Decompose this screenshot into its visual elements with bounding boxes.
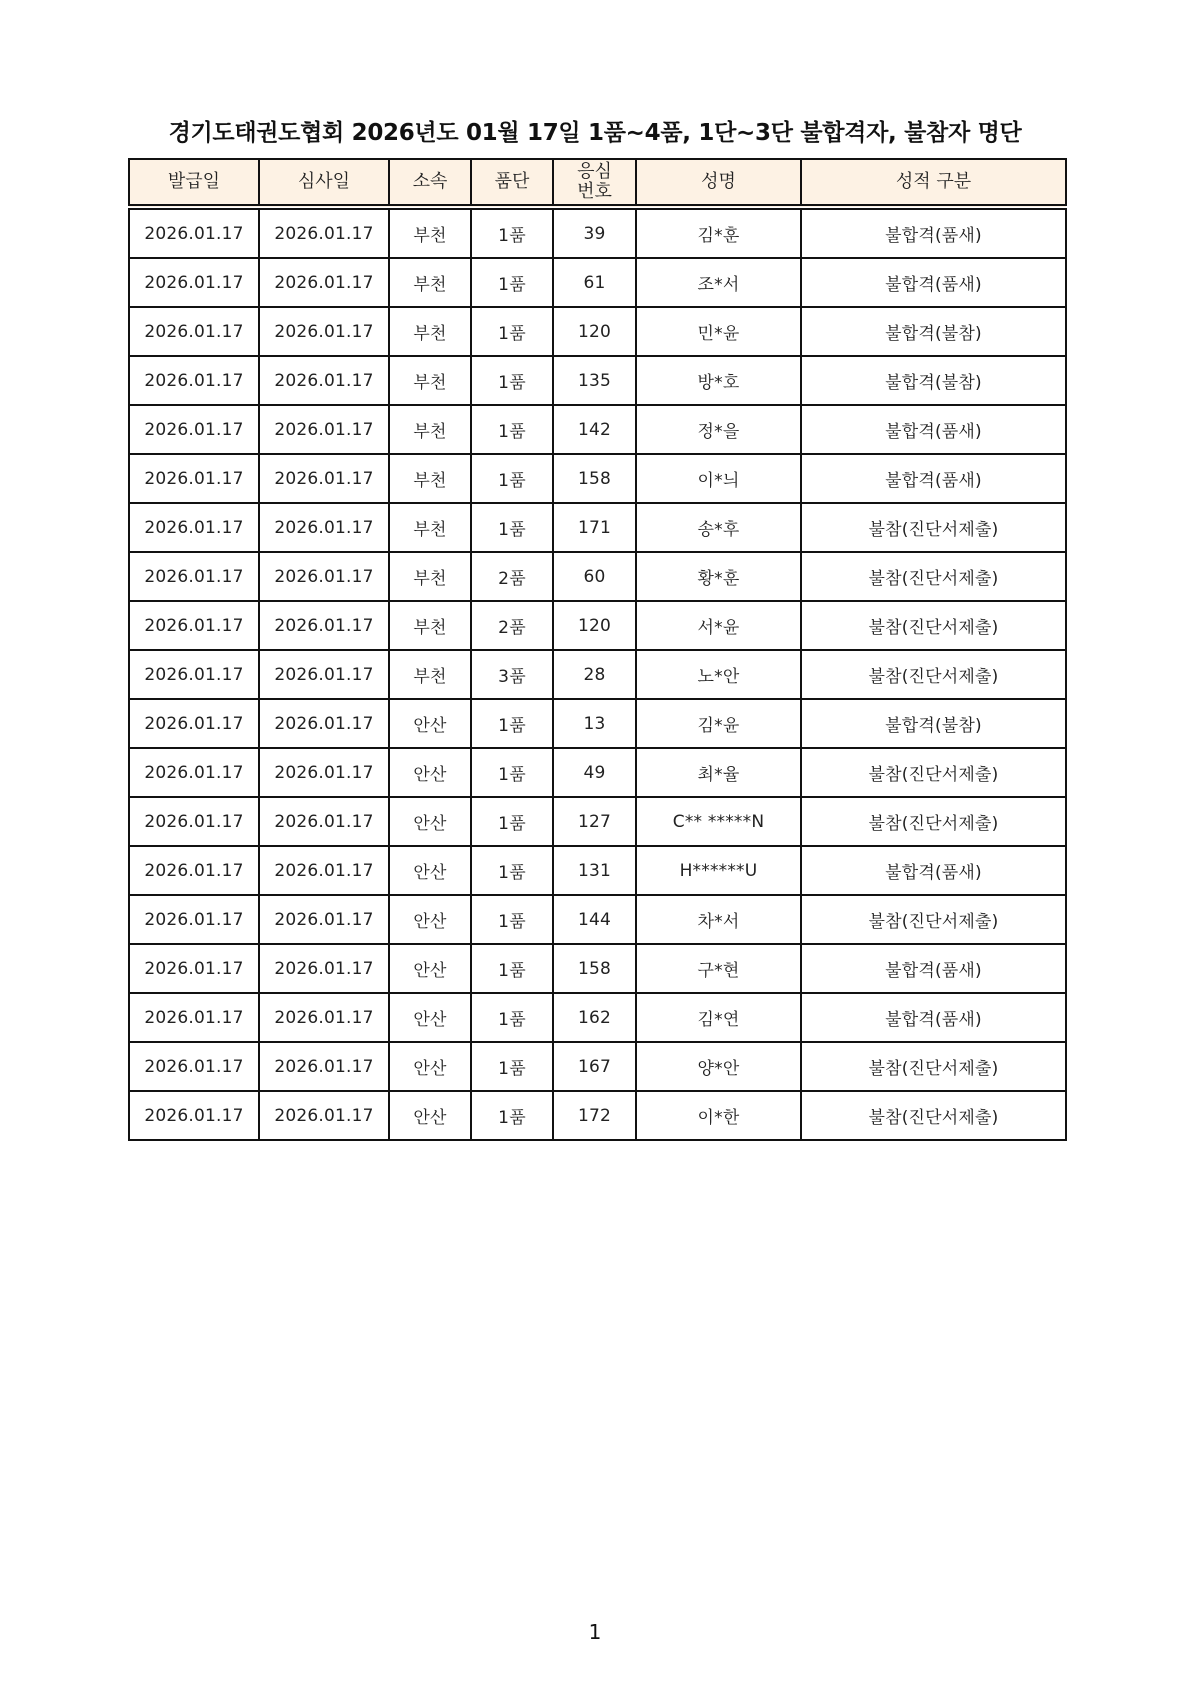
cell-rank: 1품 [471, 944, 553, 993]
cell-rank: 1품 [471, 356, 553, 405]
column-header-exam-number [553, 159, 636, 207]
cell-result: 불참(진단서제출) [801, 797, 1066, 846]
cell-name: H******U [636, 846, 801, 895]
cell-rank: 2품 [471, 601, 553, 650]
table-row [129, 797, 1066, 846]
cell-result: 불합격(품새) [801, 405, 1066, 454]
cell-rank: 1품 [471, 307, 553, 356]
cell-issue-date: 2026.01.17 [129, 258, 259, 307]
cell-rank: 1품 [471, 258, 553, 307]
cell-affiliation: 부천 [389, 454, 471, 503]
cell-affiliation: 안산 [389, 993, 471, 1042]
cell-result: 불참(진단서제출) [801, 1091, 1066, 1140]
table-header [129, 159, 1066, 207]
cell-result: 불합격(품새) [801, 944, 1066, 993]
cell-exam-number: 131 [553, 846, 636, 895]
cell-exam-date: 2026.01.17 [259, 552, 389, 601]
cell-issue-date: 2026.01.17 [129, 601, 259, 650]
table-row [129, 405, 1066, 454]
cell-exam-number: 142 [553, 405, 636, 454]
table-row [129, 307, 1066, 356]
cell-affiliation: 안산 [389, 846, 471, 895]
cell-name: 차*서 [636, 895, 801, 944]
table-row [129, 699, 1066, 748]
cell-exam-number: 127 [553, 797, 636, 846]
cell-exam-date: 2026.01.17 [259, 895, 389, 944]
cell-result: 불참(진단서제출) [801, 650, 1066, 699]
cell-exam-number: 144 [553, 895, 636, 944]
cell-exam-date: 2026.01.17 [259, 650, 389, 699]
column-header-result: 성적 구분 [801, 159, 1066, 207]
cell-result: 불참(진단서제출) [801, 552, 1066, 601]
column-header-issue-date: 발급일 [129, 159, 259, 207]
cell-rank: 1품 [471, 699, 553, 748]
cell-issue-date: 2026.01.17 [129, 1042, 259, 1091]
table-body [129, 207, 1066, 1140]
failed-absent-roster-table [128, 158, 1067, 1141]
column-header-exam-number-line1: 응심 [577, 161, 612, 182]
cell-result: 불합격(품새) [801, 258, 1066, 307]
cell-name: 김*훈 [636, 207, 801, 258]
cell-exam-number: 135 [553, 356, 636, 405]
cell-issue-date: 2026.01.17 [129, 307, 259, 356]
cell-exam-date: 2026.01.17 [259, 1042, 389, 1091]
cell-issue-date: 2026.01.17 [129, 748, 259, 797]
cell-exam-date: 2026.01.17 [259, 1091, 389, 1140]
cell-issue-date: 2026.01.17 [129, 207, 259, 258]
cell-rank: 1품 [471, 1091, 553, 1140]
cell-result: 불참(진단서제출) [801, 895, 1066, 944]
table-row [129, 207, 1066, 258]
cell-affiliation: 부천 [389, 356, 471, 405]
cell-issue-date: 2026.01.17 [129, 650, 259, 699]
cell-rank: 3품 [471, 650, 553, 699]
cell-exam-date: 2026.01.17 [259, 993, 389, 1042]
cell-issue-date: 2026.01.17 [129, 846, 259, 895]
cell-rank: 1품 [471, 748, 553, 797]
cell-exam-date: 2026.01.17 [259, 405, 389, 454]
cell-result: 불합격(불참) [801, 356, 1066, 405]
cell-name: 정*을 [636, 405, 801, 454]
cell-affiliation: 안산 [389, 699, 471, 748]
table-row [129, 993, 1066, 1042]
column-header-rank: 품단 [471, 159, 553, 207]
cell-name: 이*늬 [636, 454, 801, 503]
cell-name: 김*연 [636, 993, 801, 1042]
cell-exam-number: 28 [553, 650, 636, 699]
cell-affiliation: 부천 [389, 307, 471, 356]
column-header-name: 성명 [636, 159, 801, 207]
table-row [129, 944, 1066, 993]
cell-exam-date: 2026.01.17 [259, 944, 389, 993]
cell-exam-date: 2026.01.17 [259, 503, 389, 552]
cell-exam-date: 2026.01.17 [259, 356, 389, 405]
cell-exam-number: 13 [553, 699, 636, 748]
cell-exam-date: 2026.01.17 [259, 748, 389, 797]
cell-rank: 1품 [471, 503, 553, 552]
table-row [129, 895, 1066, 944]
cell-exam-number: 162 [553, 993, 636, 1042]
cell-affiliation: 부천 [389, 552, 471, 601]
cell-rank: 1품 [471, 405, 553, 454]
table-row [129, 650, 1066, 699]
cell-rank: 1품 [471, 993, 553, 1042]
cell-name: 구*현 [636, 944, 801, 993]
page-number: 1 [588, 1620, 602, 1644]
document-title: 경기도태권도협회 2026년도 01월 17일 1품~4품, 1단~3단 불합격자, 불참자 명단 [168, 120, 1022, 146]
cell-exam-date: 2026.01.17 [259, 307, 389, 356]
table-row [129, 1042, 1066, 1091]
cell-exam-number: 49 [553, 748, 636, 797]
cell-issue-date: 2026.01.17 [129, 797, 259, 846]
cell-result: 불합격(품새) [801, 846, 1066, 895]
cell-exam-number: 158 [553, 944, 636, 993]
cell-issue-date: 2026.01.17 [129, 503, 259, 552]
cell-exam-number: 120 [553, 307, 636, 356]
column-header-exam-number-line2: 번호 [577, 181, 612, 202]
cell-name: 조*서 [636, 258, 801, 307]
cell-exam-number: 172 [553, 1091, 636, 1140]
cell-result: 불참(진단서제출) [801, 503, 1066, 552]
table-row [129, 1091, 1066, 1140]
cell-issue-date: 2026.01.17 [129, 1091, 259, 1140]
cell-affiliation: 안산 [389, 895, 471, 944]
cell-exam-date: 2026.01.17 [259, 699, 389, 748]
cell-issue-date: 2026.01.17 [129, 405, 259, 454]
cell-name: 방*호 [636, 356, 801, 405]
table-row [129, 356, 1066, 405]
cell-exam-date: 2026.01.17 [259, 454, 389, 503]
table-row [129, 601, 1066, 650]
cell-result: 불합격(품새) [801, 207, 1066, 258]
cell-issue-date: 2026.01.17 [129, 552, 259, 601]
cell-result: 불참(진단서제출) [801, 1042, 1066, 1091]
cell-affiliation: 부천 [389, 503, 471, 552]
cell-affiliation: 안산 [389, 748, 471, 797]
cell-rank: 2품 [471, 552, 553, 601]
cell-exam-date: 2026.01.17 [259, 846, 389, 895]
cell-name: 노*안 [636, 650, 801, 699]
cell-name: 김*윤 [636, 699, 801, 748]
table-row [129, 552, 1066, 601]
cell-exam-date: 2026.01.17 [259, 601, 389, 650]
cell-issue-date: 2026.01.17 [129, 356, 259, 405]
table-row [129, 258, 1066, 307]
cell-exam-number: 39 [553, 207, 636, 258]
cell-result: 불합격(품새) [801, 454, 1066, 503]
cell-affiliation: 부천 [389, 405, 471, 454]
cell-exam-date: 2026.01.17 [259, 258, 389, 307]
cell-exam-number: 60 [553, 552, 636, 601]
table-row [129, 503, 1066, 552]
cell-name: 송*후 [636, 503, 801, 552]
table-row [129, 454, 1066, 503]
cell-result: 불참(진단서제출) [801, 601, 1066, 650]
cell-issue-date: 2026.01.17 [129, 454, 259, 503]
cell-name: 이*한 [636, 1091, 801, 1140]
cell-issue-date: 2026.01.17 [129, 895, 259, 944]
cell-name: 민*윤 [636, 307, 801, 356]
cell-rank: 1품 [471, 797, 553, 846]
cell-result: 불합격(품새) [801, 993, 1066, 1042]
cell-issue-date: 2026.01.17 [129, 993, 259, 1042]
cell-affiliation: 안산 [389, 797, 471, 846]
cell-affiliation: 부천 [389, 258, 471, 307]
column-header-exam-date: 심사일 [259, 159, 389, 207]
header-row [129, 159, 1066, 207]
cell-exam-number: 61 [553, 258, 636, 307]
cell-affiliation: 부천 [389, 207, 471, 258]
column-header-affiliation: 소속 [389, 159, 471, 207]
cell-name: 양*안 [636, 1042, 801, 1091]
cell-issue-date: 2026.01.17 [129, 944, 259, 993]
cell-name: 황*훈 [636, 552, 801, 601]
cell-result: 불합격(불참) [801, 307, 1066, 356]
cell-name: C** *****N [636, 797, 801, 846]
cell-affiliation: 안산 [389, 944, 471, 993]
table-row [129, 748, 1066, 797]
cell-rank: 1품 [471, 207, 553, 258]
table-row [129, 846, 1066, 895]
cell-result: 불참(진단서제출) [801, 748, 1066, 797]
cell-exam-number: 171 [553, 503, 636, 552]
cell-name: 서*윤 [636, 601, 801, 650]
cell-exam-number: 158 [553, 454, 636, 503]
cell-affiliation: 안산 [389, 1091, 471, 1140]
cell-rank: 1품 [471, 846, 553, 895]
cell-exam-date: 2026.01.17 [259, 797, 389, 846]
cell-affiliation: 부천 [389, 601, 471, 650]
cell-exam-number: 120 [553, 601, 636, 650]
cell-rank: 1품 [471, 1042, 553, 1091]
cell-name: 최*율 [636, 748, 801, 797]
cell-exam-date: 2026.01.17 [259, 207, 389, 258]
cell-rank: 1품 [471, 895, 553, 944]
cell-rank: 1품 [471, 454, 553, 503]
cell-exam-number: 167 [553, 1042, 636, 1091]
cell-affiliation: 안산 [389, 1042, 471, 1091]
cell-result: 불합격(불참) [801, 699, 1066, 748]
cell-issue-date: 2026.01.17 [129, 699, 259, 748]
cell-affiliation: 부천 [389, 650, 471, 699]
